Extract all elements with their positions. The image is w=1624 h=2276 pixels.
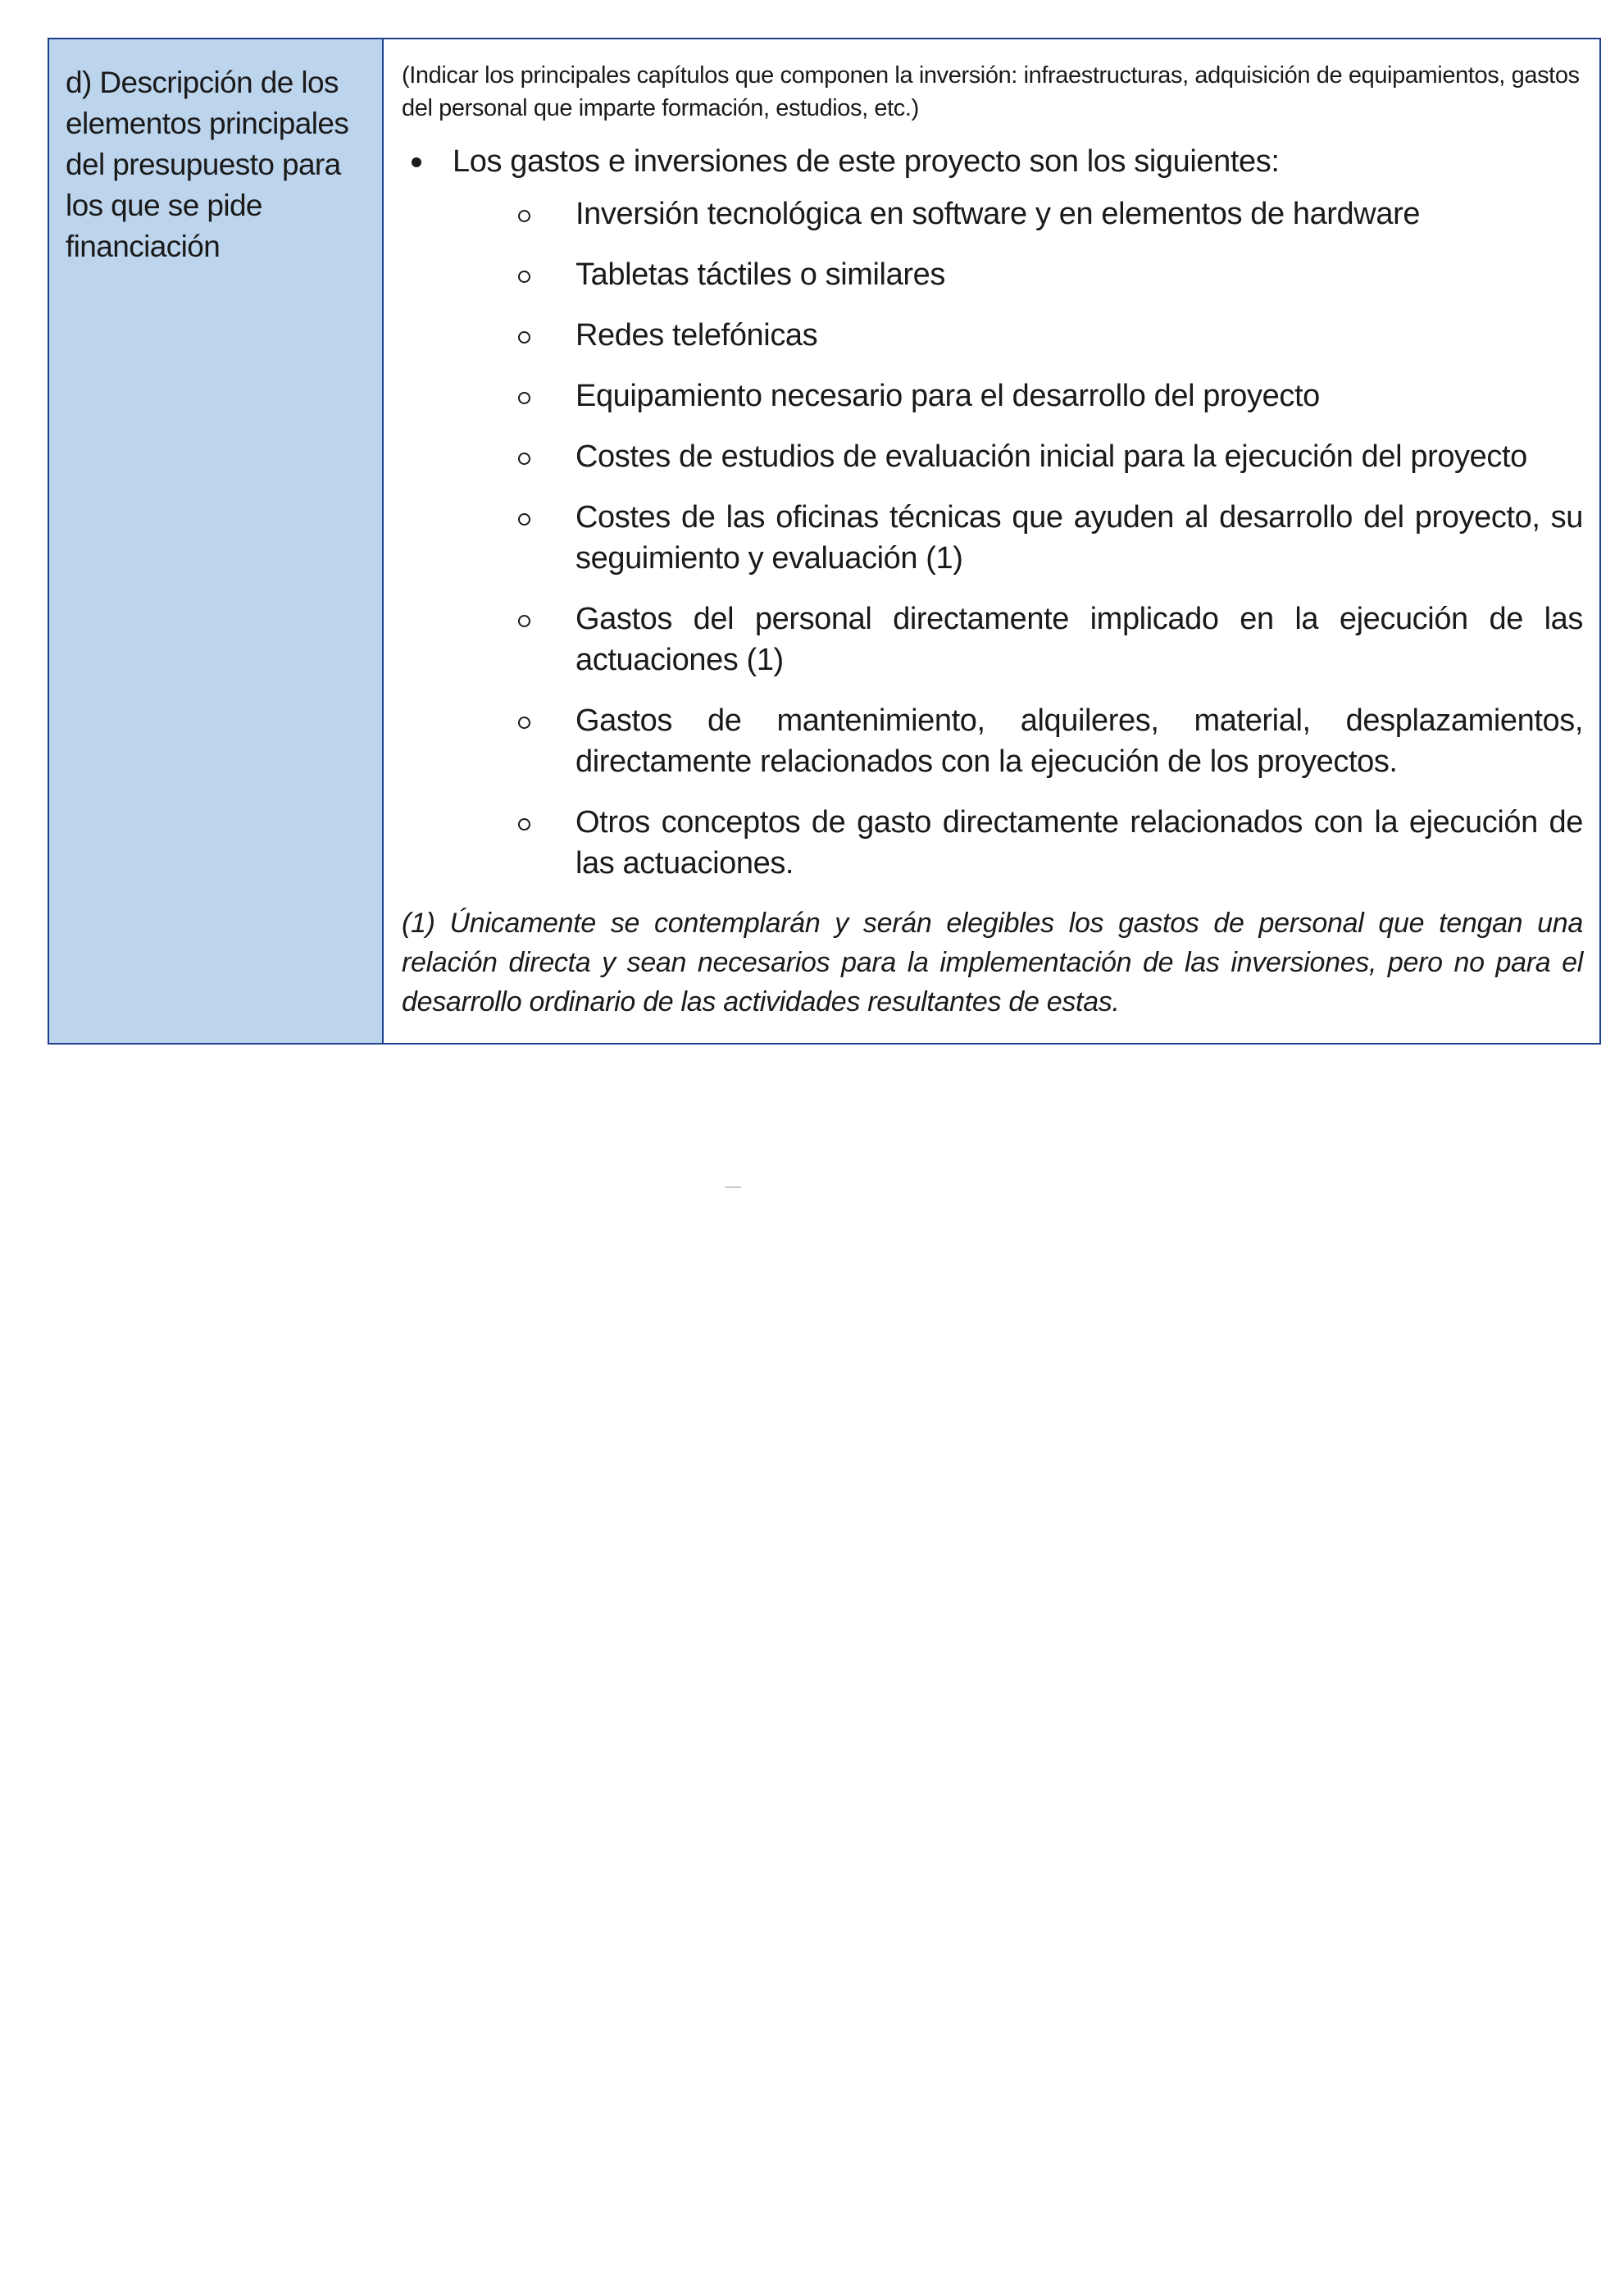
expense-item: Inversión tecnológica en software y en elementos de hardware (402, 193, 1583, 234)
expense-item: Tabletas táctiles o similares (402, 254, 1583, 295)
expense-item: Costes de estudios de evaluación inicial para la ejecución del proyecto (402, 436, 1583, 477)
row-label-cell (49, 39, 384, 1043)
hollow-circle-icon (402, 802, 575, 884)
expense-item: Costes de las oficinas técnicas que ayuden al desarrollo del proyecto, su seguimiento y evaluación (1) (402, 497, 1583, 579)
bullet-item (402, 141, 1583, 182)
bullet-text: Los gastos e inversiones de este proyecto son los siguientes: (453, 144, 1280, 179)
hollow-circle-icon (402, 193, 575, 234)
expense-item: Redes telefónicas (402, 315, 1583, 356)
expense-list (402, 193, 1583, 884)
expense-item: Equipamiento necesario para el desarrollo del proyecto (402, 376, 1583, 417)
hollow-circle-icon (402, 254, 575, 295)
row-content-cell (384, 39, 1599, 1043)
expense-item: Gastos del personal directamente implicado en la ejecución de las actuaciones (1) (402, 599, 1583, 681)
hollow-circle-icon (402, 599, 575, 681)
row-label: d) Descripción de los elementos principales del presupuesto para los que se pide financiación (66, 66, 349, 263)
expense-item: Gastos de mantenimiento, alquileres, material, desplazamientos, directamente relacionados con la ejecución de los proyectos. (402, 700, 1583, 782)
bullet-dot-icon (402, 141, 453, 182)
instruction-text: (Indicar los principales capítulos que componen la inversión: infraestructuras, adquisición de equipamientos, gastos del personal que imparte formación, estudios, etc.) (402, 62, 1580, 121)
budget-elements-table (48, 38, 1601, 1045)
hollow-circle-icon (402, 315, 575, 356)
footnote: (1) Únicamente se contemplarán y serán elegibles los gastos de personal que tengan una relación directa y sean necesarios para la implementación de las inversiones, pero no para el desarrollo ordinario de las actividades resultantes de estas. (402, 908, 1583, 1017)
hollow-circle-icon (402, 700, 575, 782)
page-footer-mark (725, 1186, 741, 1188)
expense-item: Otros conceptos de gasto directamente relacionados con la ejecución de las actuaciones. (402, 802, 1583, 884)
hollow-circle-icon (402, 497, 575, 579)
hollow-circle-icon (402, 436, 575, 477)
hollow-circle-icon (402, 376, 575, 417)
